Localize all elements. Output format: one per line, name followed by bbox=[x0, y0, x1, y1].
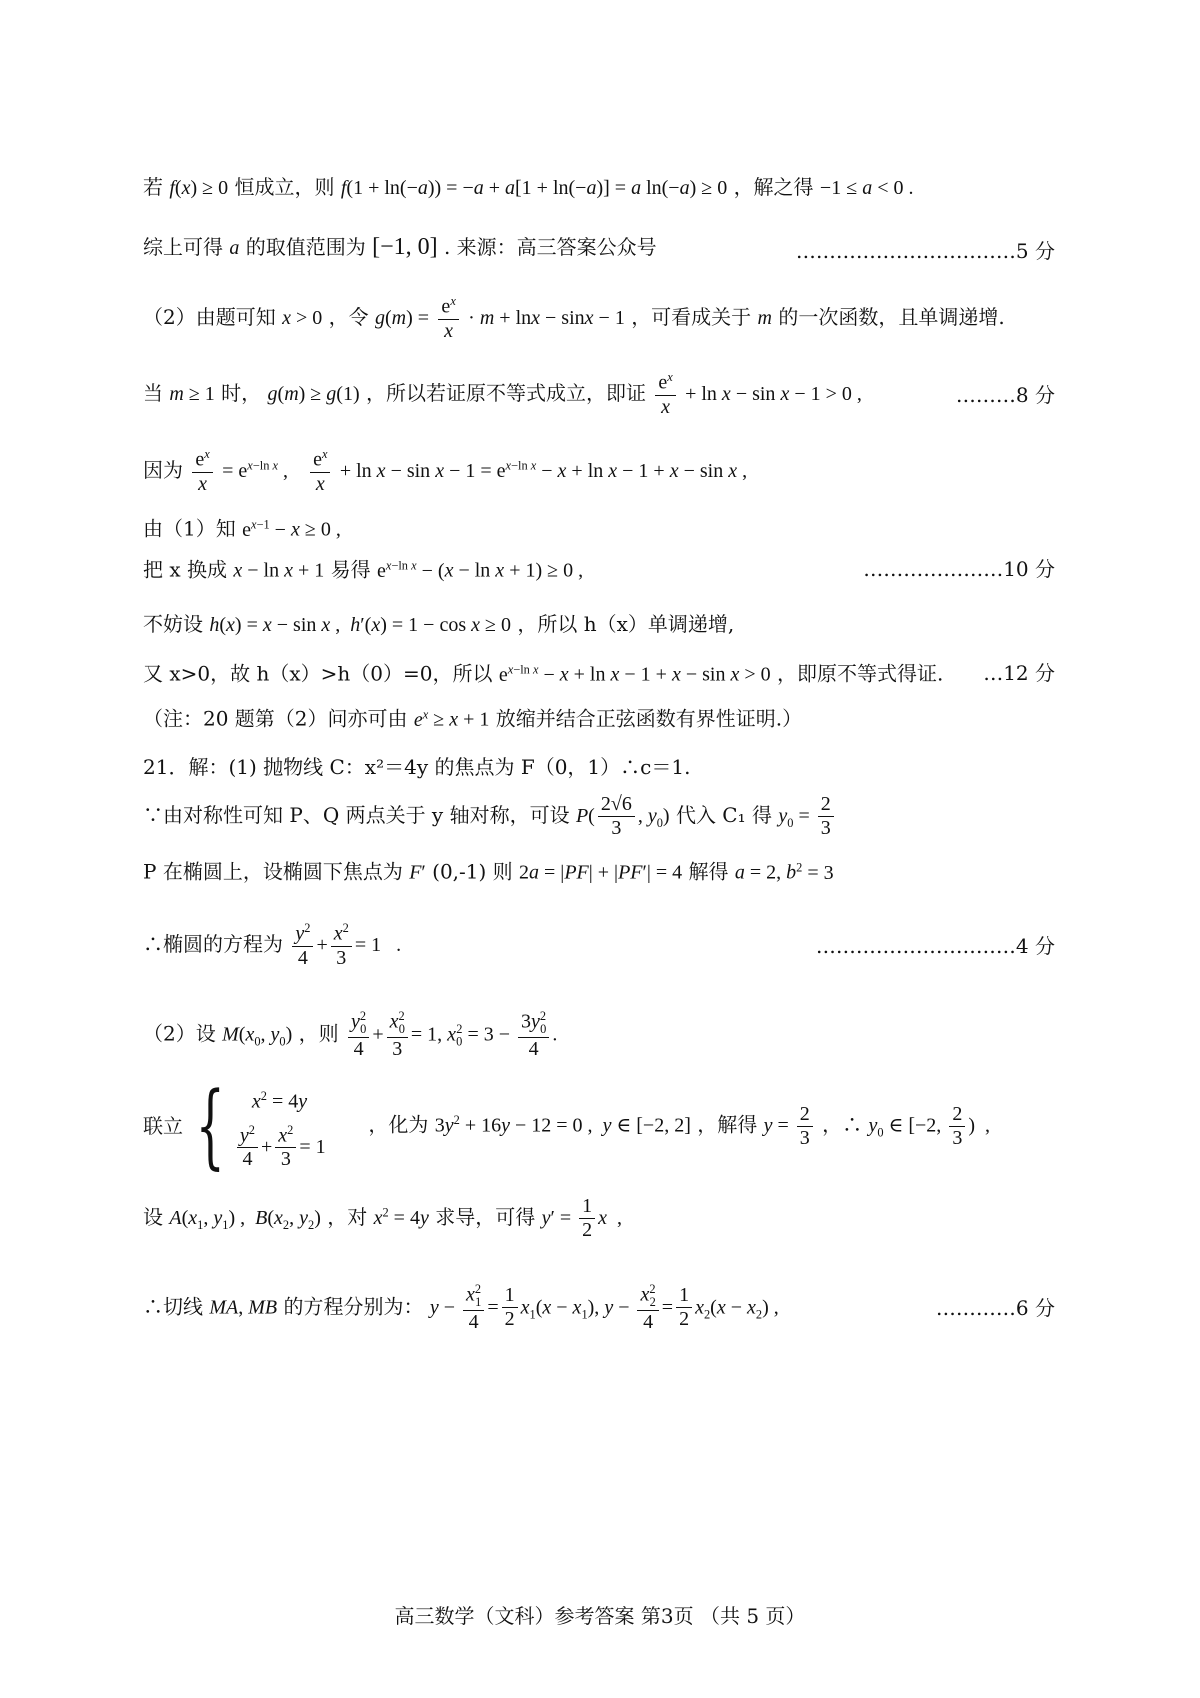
score-5: ……………………………5 分 bbox=[795, 239, 1055, 263]
problem-21-line-4: ∴椭圆的方程为 $\frac{y^2}{4}$ + $\frac{x^2}{3}$ = 1 . bbox=[143, 921, 402, 969]
problem-21-line-5: （2）设 $M(x_0$, $y_0$) ，则 $\frac{y^2_0}{4}$ + $\frac{x^2_0}{3}$ = 1, $x_0^2 = 3$ − $\frac{3y^2_0}{4}$ . bbox=[143, 1009, 558, 1060]
problem-21-line-2: ∵由对称性可知 P、Q 两点关于 y 轴对称，可设 P( $\frac{2√6}{3}$ , $y_0$) 代入 C₁ 得 $y_0$ = $\frac{2}{3}$ bbox=[143, 794, 1070, 839]
score-4: …………………………4 分 bbox=[815, 934, 1055, 958]
text-line-2: 综上可得 a 的取值范围为 [−1, 0] . 来源：高三答案公众号 bbox=[143, 234, 657, 260]
text-line-9: 又 x>0，故 h（x）>h（0）=0，所以 $e^{x-ln x} - x + \ln x - 1 + x - \sin x > 0$ ，即原不等式得证. bbox=[143, 661, 944, 686]
text-line-6: 由（1）知 $e^{x-1} - x \ge 0$ , bbox=[143, 516, 341, 541]
text-line-8: 不妨设 h(x) = x − sin x , h′(x) = 1 − cos x ≥ 0 ，所以 h（x）单调递增, bbox=[143, 612, 735, 636]
text-line-3: （2）由题可知 x > 0 ，令 g(m) = $\frac{e^x}{x}$ · m + lnx − sinx − 1 ，可看成关于 m 的一次函数，且单调递增. bbox=[143, 294, 1005, 342]
equation-system: { $x^2 = 4y$ $\frac{y^2}{4}$ + $\frac{x^2}{3}$ = 1 bbox=[195, 1072, 326, 1179]
text-line-5: 因为 $\frac{e^x}{x}$ = $e^{x-ln x}$ , $\frac{e^x}{x}$ + $\ln x - \sin x - 1 = e^{x-ln x} - x + \ln x - 1 + x - \sin x$ , bbox=[143, 447, 748, 495]
score-12: …12 分 bbox=[983, 661, 1055, 685]
problem-21-line-6: 联立 { $x^2 = 4y$ $\frac{y^2}{4}$ + $\frac{x^2}{3}$ = 1 ，化为 $3y^2 + 16y - 12 = 0$ , y ∈ [−2, 2] ，解得 y = $\frac{2}{3}$ ，∴ $y_0$ ∈ [−2, $\frac{2}{3}$ ) , bbox=[143, 1072, 990, 1179]
score-8: ………8 分 bbox=[955, 383, 1055, 407]
problem-21-line-8: ∴切线 MA, MB 的方程分别为： y − $\frac{x^2_1}{4}$ = $\frac{1}{2}$ $x_1(x - x_1)$, y − $\frac{x^2_2}{4}$ = $\frac{1}{2}$ $x_2(x - x_2)$ , bbox=[143, 1282, 779, 1333]
text-line-4: 当 m ≥ 1 时， g(m) ≥ g(1) ，所以若证原不等式成立，即证 $\frac{e^x}{x}$ + ln x − sin x − 1 > 0 , bbox=[143, 370, 862, 418]
text-line-7: 把 x 换成 x − ln x + 1 易得 $e^{x-ln x} - (x - \ln x + 1) \ge 0$ , bbox=[143, 557, 584, 582]
text-line-1: 若 f(x) ≥ 0 恒成立，则 f(1 + ln(−a)) = −a + a[1 + ln(−a)] = a ln(−a) ≥ 0 ，解之得 −1 ≤ a < 0 . bbox=[143, 175, 914, 199]
problem-21-line-7: 设 $A(x_1$, $y_1$) , $B(x_2$, $y_2$) ，对 $x^2 = 4y$ 求导，可得 y′ = $\frac{1}{2}$ x , bbox=[143, 1195, 622, 1241]
problem-21-line-1: 21．解：(1) 抛物线 C：x²＝4y 的焦点为 F（0，1）∴c＝1. bbox=[143, 755, 691, 779]
score-6: …………6 分 bbox=[935, 1296, 1055, 1320]
score-10: …………………10 分 bbox=[863, 557, 1055, 581]
page-footer: 高三数学（文科）参考答案 第3页 （共 5 页） bbox=[394, 1604, 806, 1628]
problem-21-line-3: P 在椭圆上，设椭圆下焦点为 F′ (0,-1) 则 2a = |PF| + |PF′| = 4 解得 a = 2, $b^2 = 3$ bbox=[143, 859, 834, 884]
note-line: （注：20 题第（2）问亦可由 $e^x \ge x + 1$ 放缩并结合正弦函数有界性证明.） bbox=[143, 706, 803, 731]
